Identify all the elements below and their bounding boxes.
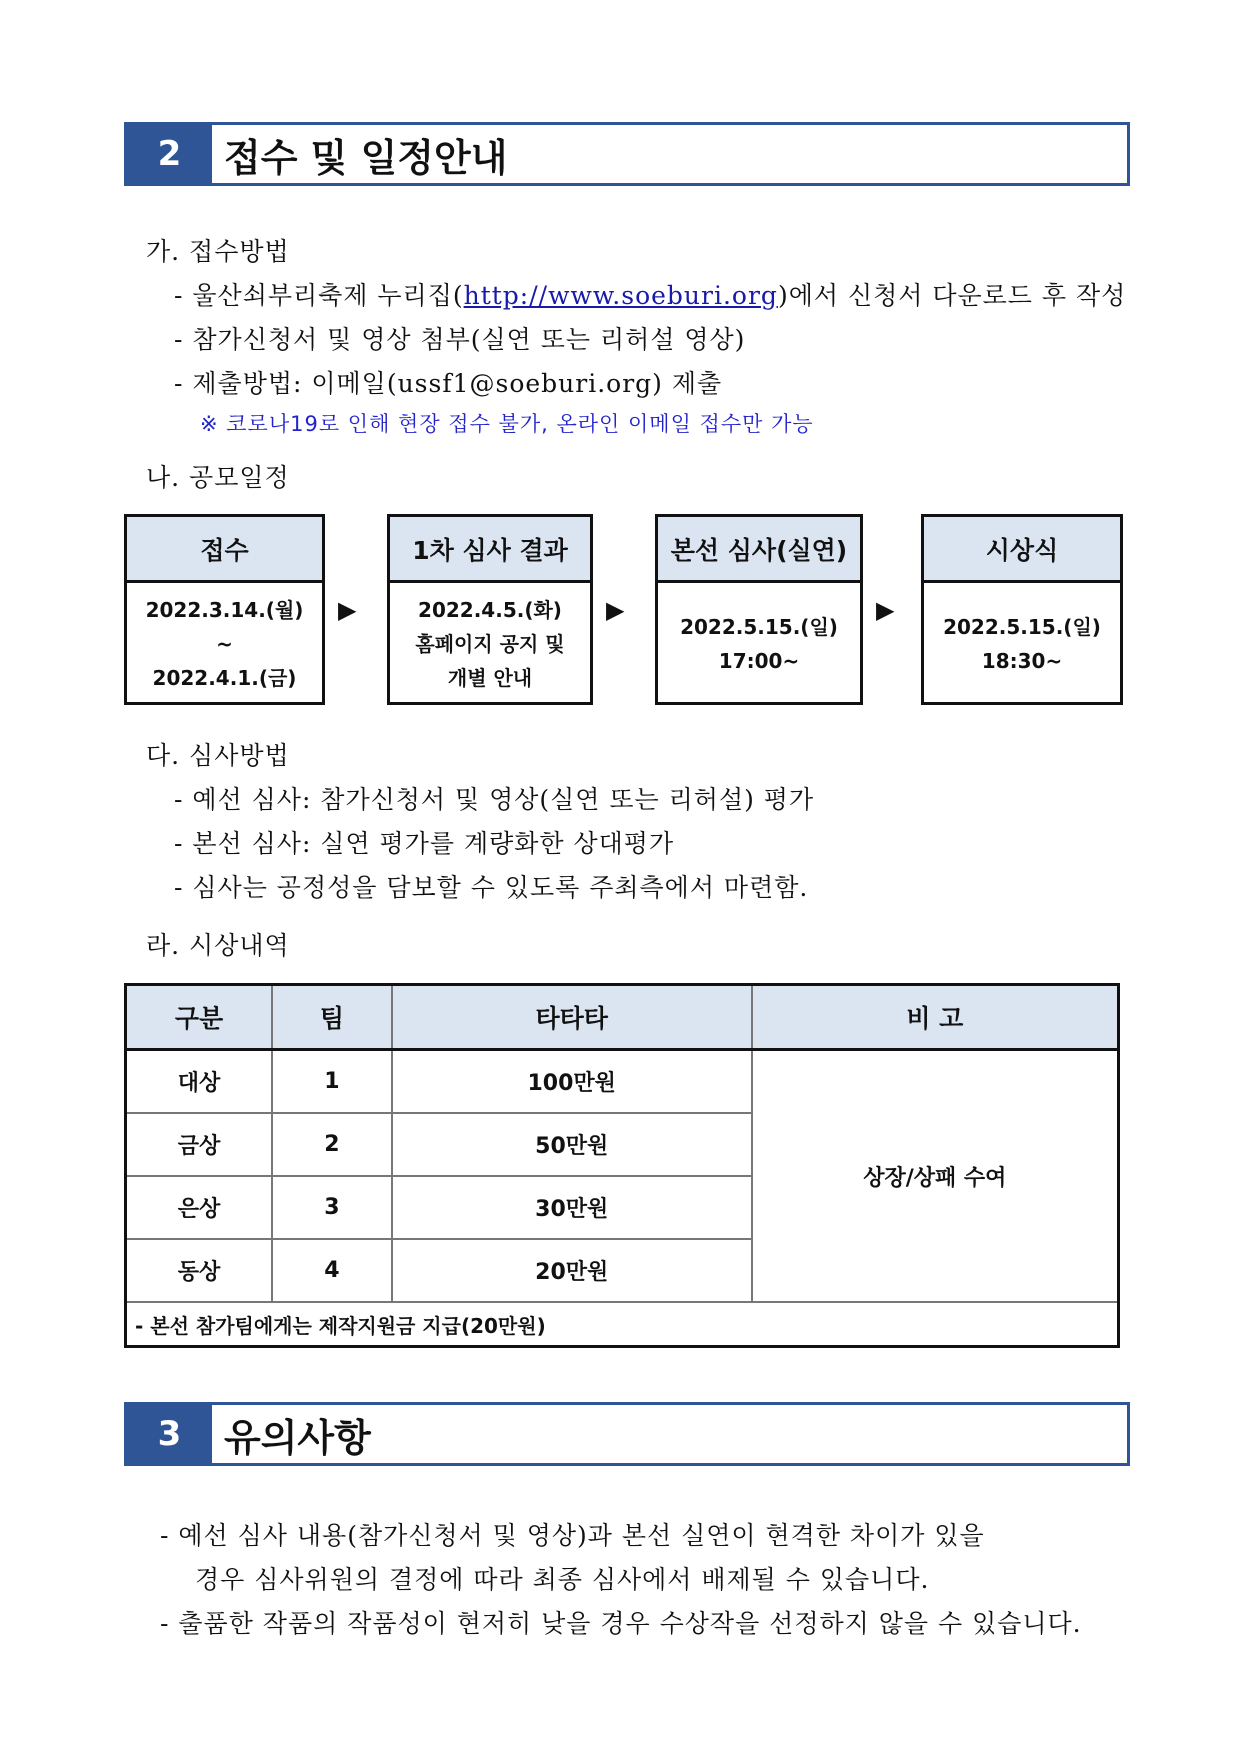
schedule-step-line: ~ [216, 632, 233, 656]
arrow-right-icon: ▶ [338, 596, 357, 624]
schedule-step-line: 2022.4.1.(금) [152, 666, 297, 690]
table-row [126, 1050, 1119, 1114]
schedule-step-title: 접수 [127, 517, 322, 583]
schedule-step-line: 2022.5.15.(일) [680, 615, 838, 639]
awards-table [124, 983, 1120, 1348]
reception-item-1-suffix: )에서 신청서 다운로드 후 작성 [777, 281, 1127, 310]
soeburi-website-link[interactable]: http://www.soeburi.org [463, 281, 778, 310]
schedule-step-line: 홈페이지 공지 및 [415, 632, 565, 656]
cell-amount: 50만원 [392, 1113, 752, 1176]
cell-grade: 동상 [126, 1239, 273, 1302]
schedule-step-final-review [655, 514, 863, 705]
cell-team: 4 [272, 1239, 392, 1302]
reception-item-3: - 제출방법: 이메일(ussf1@soeburi.org) 제출 [174, 369, 723, 398]
column-header-amount: 타타타 [392, 985, 752, 1050]
judging-item: - 본선 심사: 실연 평가를 계량화한 상대평가 [174, 829, 675, 858]
awards-heading: 라. 시상내역 [146, 931, 290, 960]
schedule-step-line: 2022.5.15.(일) [943, 615, 1101, 639]
cell-remark: 상장/상패 수여 [752, 1050, 1119, 1303]
schedule-step-ceremony [921, 514, 1123, 705]
table-footnote-row [126, 1302, 1119, 1347]
section-3-header [124, 1402, 1130, 1466]
schedule-heading: 나. 공모일정 [146, 463, 290, 492]
schedule-step-reception [124, 514, 325, 705]
notice-item: - 출품한 작품의 작품성이 현저히 낮을 경우 수상작을 선정하지 않을 수 있습니다. [160, 1609, 1082, 1638]
arrow-right-icon: ▶ [876, 596, 895, 624]
schedule-step-line: 2022.4.5.(화) [418, 598, 562, 622]
reception-note: ※ 코로나19로 인해 현장 접수 불가, 온라인 이메일 접수만 가능 [200, 412, 814, 436]
arrow-right-icon: ▶ [606, 596, 625, 624]
cell-team: 2 [272, 1113, 392, 1176]
cell-grade: 대상 [126, 1050, 273, 1114]
cell-amount: 30만원 [392, 1176, 752, 1239]
judging-heading: 다. 심사방법 [146, 741, 290, 770]
cell-grade: 금상 [126, 1113, 273, 1176]
judging-item: - 예선 심사: 참가신청서 및 영상(실연 또는 리허설) 평가 [174, 785, 815, 814]
cell-amount: 20만원 [392, 1239, 752, 1302]
reception-heading: 가. 접수방법 [146, 237, 290, 266]
section-title: 유의사항 [224, 1415, 371, 1460]
cell-team: 3 [272, 1176, 392, 1239]
cell-team: 1 [272, 1050, 392, 1114]
table-header-row [126, 985, 1119, 1050]
section-2-header [124, 122, 1130, 186]
section-title: 접수 및 일정안내 [224, 135, 508, 180]
cell-amount: 100만원 [392, 1050, 752, 1114]
schedule-step-line: 2022.3.14.(월) [145, 598, 304, 622]
column-header-team: 팀 [272, 985, 392, 1050]
awards-footnote: - 본선 참가팀에게는 제작지원금 지급(20만원) [126, 1302, 1119, 1347]
reception-item-1-prefix: - 울산쇠부리축제 누리집( [174, 281, 464, 310]
schedule-step-line: 개별 안내 [447, 666, 533, 690]
schedule-step-title: 시상식 [924, 517, 1120, 583]
reception-item-1 [174, 276, 1126, 312]
cell-grade: 은상 [126, 1176, 273, 1239]
schedule-step-first-review [387, 514, 593, 705]
schedule-step-line: 18:30~ [981, 649, 1063, 673]
schedule-step-line: 17:00~ [718, 649, 800, 673]
schedule-step-title: 본선 심사(실연) [658, 517, 860, 583]
column-header-remark: 비 고 [752, 985, 1119, 1050]
schedule-step-title: 1차 심사 결과 [390, 517, 590, 583]
judging-item: - 심사는 공정성을 담보할 수 있도록 주최측에서 마련함. [174, 873, 809, 902]
reception-item-2: - 참가신청서 및 영상 첨부(실연 또는 리허설 영상) [174, 325, 746, 354]
notice-item-continuation: 경우 심사위원의 결정에 따라 최종 심사에서 배제될 수 있습니다. [195, 1565, 930, 1594]
column-header-grade: 구분 [126, 985, 273, 1050]
section-number: 3 [127, 1405, 212, 1463]
section-number: 2 [127, 125, 212, 183]
notice-item: - 예선 심사 내용(참가신청서 및 영상)과 본선 실연이 현격한 차이가 있을 [160, 1521, 985, 1550]
